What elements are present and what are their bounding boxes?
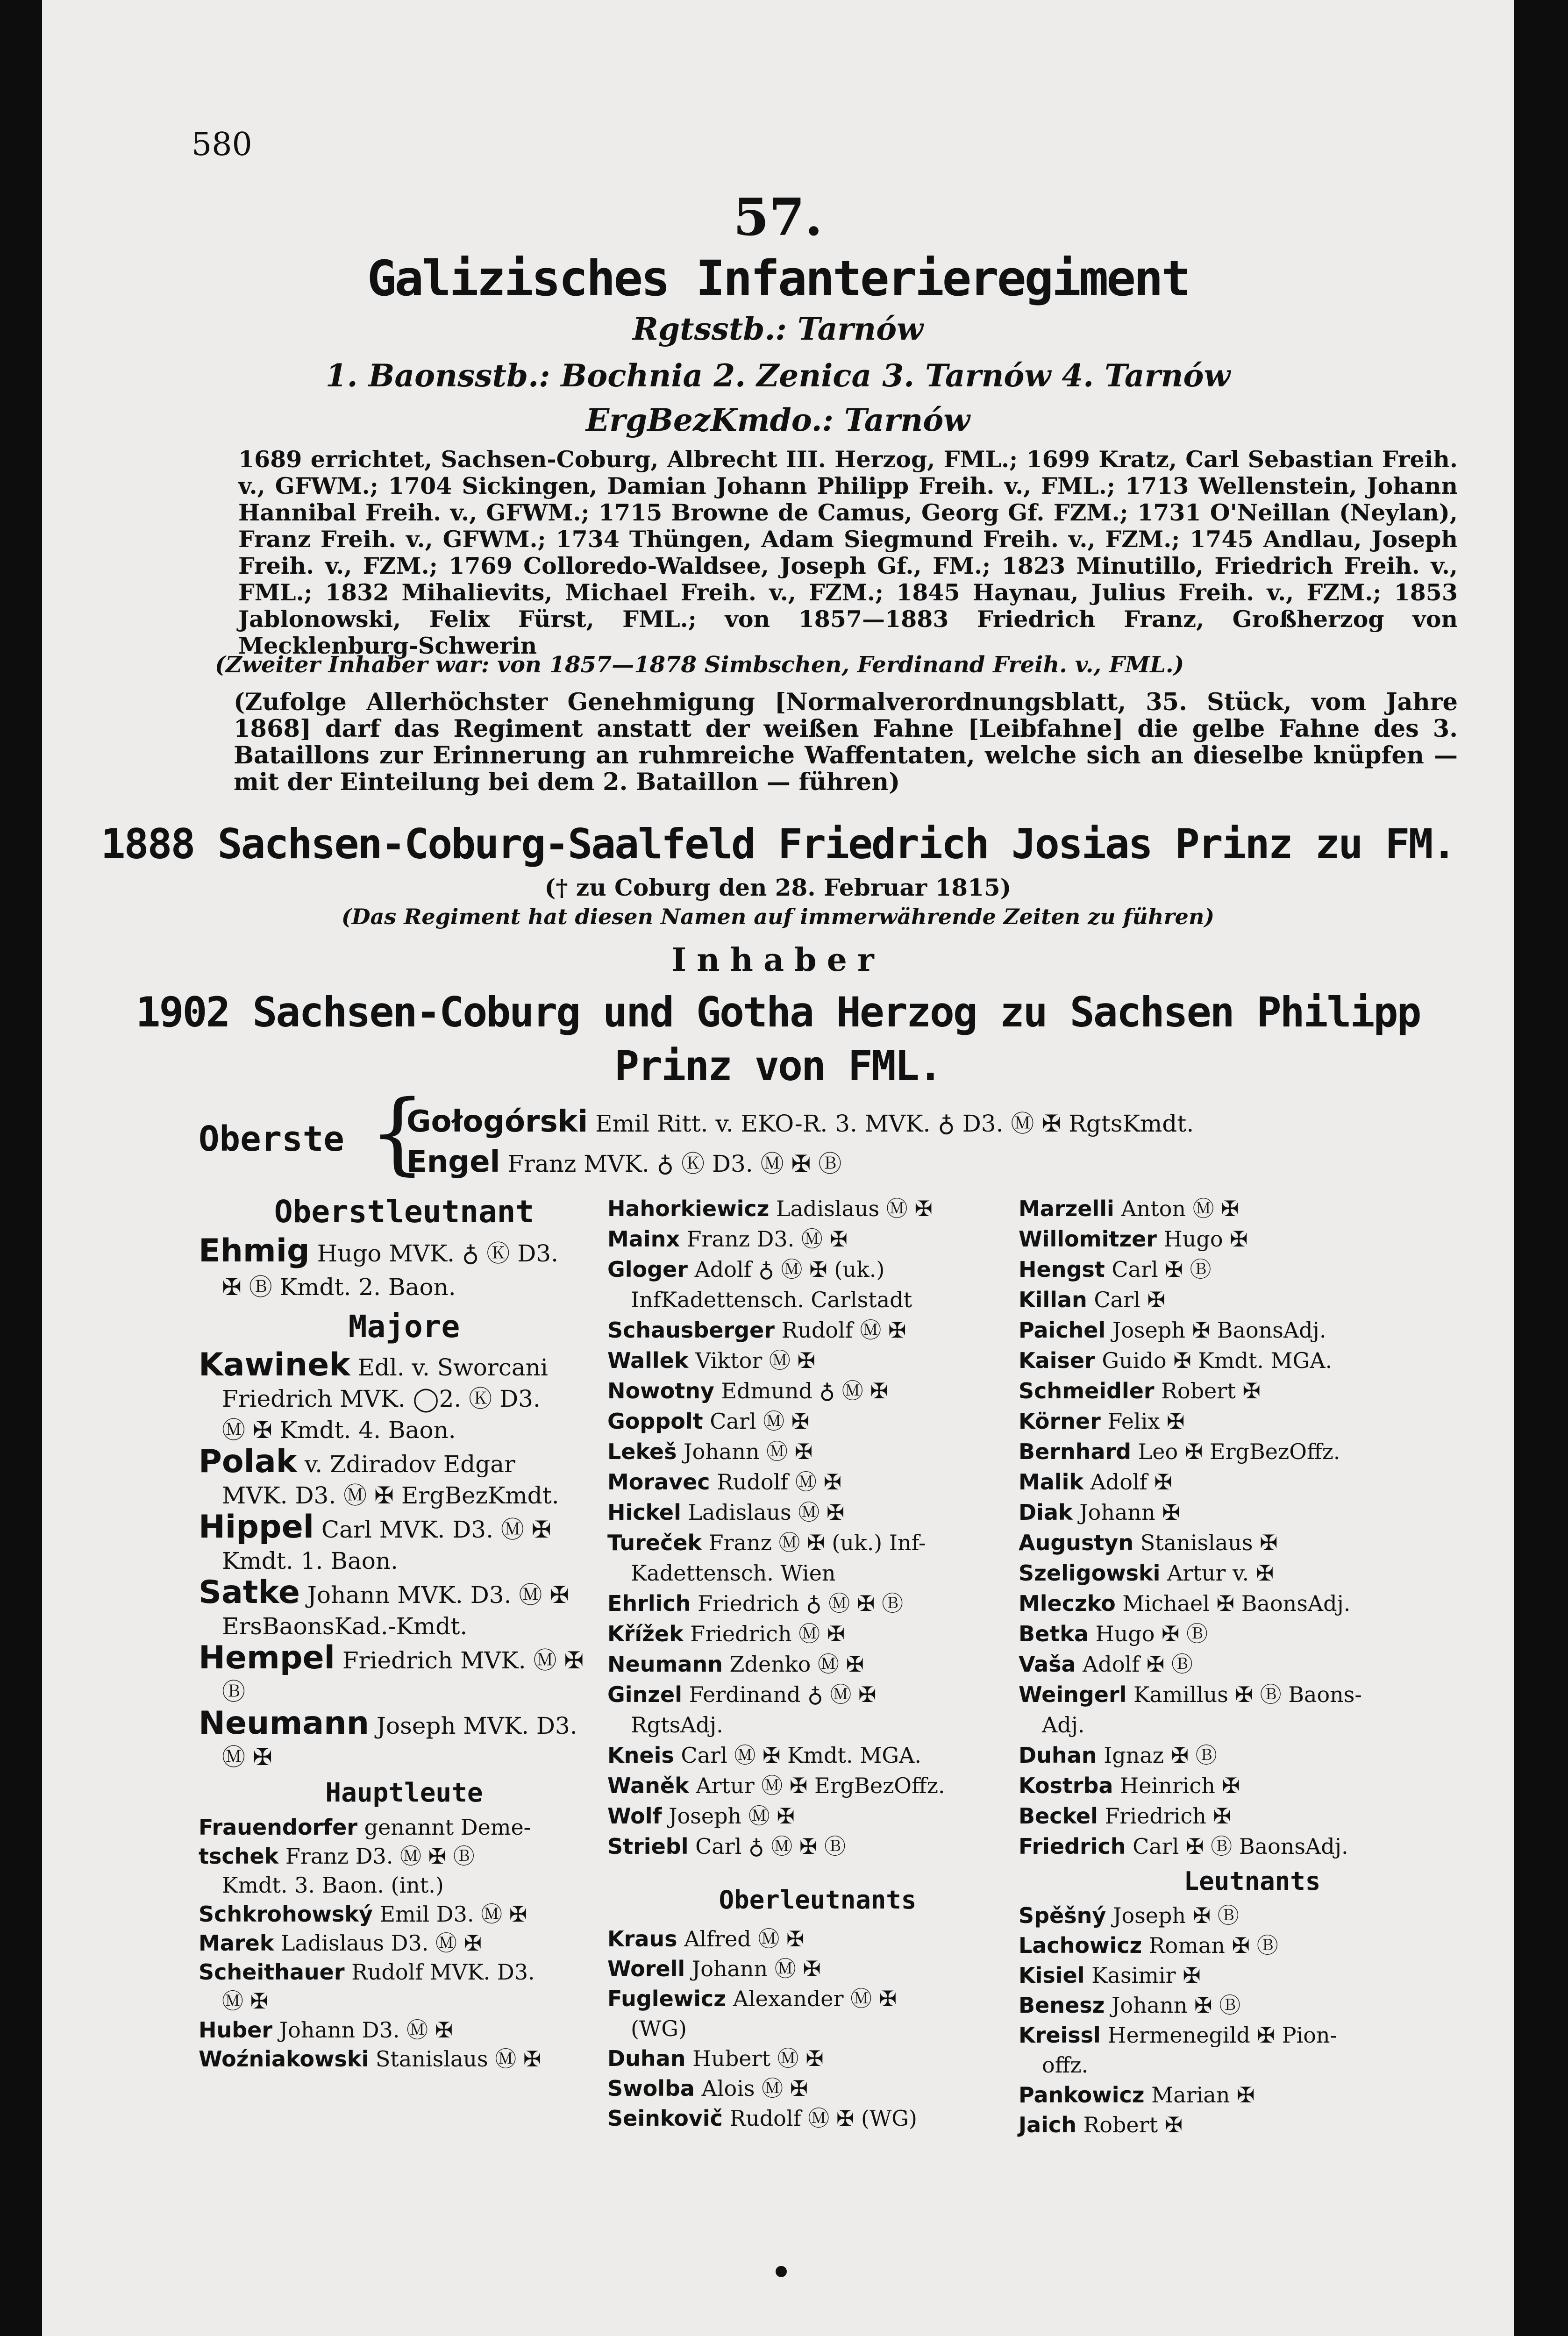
list-item: Worell Johann Ⓜ ✠ — [607, 1956, 821, 1981]
eternal-owner: 1888 Sachsen-Coburg-Saalfeld Friedrich Josias Prinz zu FM. — [100, 820, 1455, 868]
oberleutnants-list-2 — [1019, 1194, 1486, 1862]
list-item: Friedrich MVK. ◯2. Ⓚ D3. — [222, 1385, 541, 1412]
leutnants-list — [1019, 1901, 1486, 2140]
list-item: Woźniakowski Stanislaus Ⓜ ✠ — [199, 2046, 542, 2072]
hauptleute-list-2 — [607, 1194, 1028, 1862]
regiment-title: Galizisches Infanterieregiment — [367, 250, 1189, 307]
list-item: Ehmig Hugo MVK. ♁ Ⓚ D3. — [199, 1232, 558, 1269]
list-item: Duhan Hubert Ⓜ ✠ — [607, 2046, 824, 2071]
list-item: RgtsAdj. — [631, 1712, 723, 1738]
brace: { — [369, 1081, 426, 1184]
list-item: Schkrohowský Emil D3. Ⓜ ✠ — [199, 1902, 527, 1927]
list-item: Willomitzer Hugo ✠ — [1019, 1226, 1248, 1252]
list-item: Seinkovič Rudolf Ⓜ ✠ (WG) — [607, 2106, 917, 2131]
list-item: Polak v. Zdiradov Edgar — [199, 1443, 515, 1480]
list-item: Kmdt. 1. Baon. — [222, 1547, 399, 1574]
list-item: Křížek Friedrich Ⓜ ✠ — [607, 1621, 845, 1646]
list-item: Kadettensch. Wien — [631, 1560, 836, 1586]
list-item: Diak Johann ✠ — [1019, 1500, 1180, 1525]
list-item: Wallek Viktor Ⓜ ✠ — [607, 1348, 816, 1373]
list-item: Bernhard Leo ✠ ErgBezOffz. — [1019, 1439, 1340, 1464]
list-item: Kostrba Heinrich ✠ — [1019, 1773, 1240, 1798]
list-item: Scheithauer Rudolf MVK. D3. — [199, 1959, 535, 1985]
list-item: Duhan Ignaz ✠ Ⓑ — [1019, 1743, 1217, 1768]
second-owner-note: (Zweiter Inhaber war: von 1857—1878 Simbschen, Ferdinand Freih. v., FML.) — [215, 652, 1184, 678]
list-item: Lachowicz Roman ✠ Ⓑ — [1019, 1933, 1278, 1958]
list-item: Ⓜ ✠ — [222, 1988, 269, 2014]
oberleutnants-list-1 — [607, 1924, 1028, 2133]
list-item: Mleczko Michael ✠ BaonsAdj. — [1019, 1591, 1351, 1616]
list-item: Kneis Carl Ⓜ ✠ Kmdt. MGA. — [607, 1743, 921, 1768]
list-item: Malik Adolf ✠ — [1019, 1469, 1172, 1495]
list-item: Kawinek Edl. v. Sworcani — [199, 1346, 548, 1383]
column-1 — [199, 1194, 610, 2073]
list-item: Spěšný Joseph ✠ Ⓑ — [1019, 1903, 1239, 1928]
list-item: Satke Johann MVK. D3. Ⓜ ✠ — [199, 1574, 570, 1611]
list-item: Friedrich Carl ✠ Ⓑ BaonsAdj. — [1019, 1834, 1348, 1859]
list-item: Kaiser Guido ✠ Kmdt. MGA. — [1019, 1348, 1333, 1373]
list-item: Huber Johann D3. Ⓜ ✠ — [199, 2017, 453, 2043]
hauptleute-heading: Hauptleute — [325, 1778, 483, 1808]
flag-note: (Zufolge Allerhöchster Genehmigung [Normalverordnungsblatt, 35. Stück, vom Jahre 1868] darf das Regiment anstatt der weißen Fahne [Leibfahne] die gelbe Fahne des 3. Bataillons zur Erinnerung an ruhmreiche Waffentaten, welche sich an dieselbe knüpfen — mit der Einteilung bei dem 2. Bataillon — führen) — [234, 688, 1458, 796]
list-item: (WG) — [631, 2016, 687, 2041]
regiment-history: 1689 errichtet, Sachsen-Coburg, Albrecht III. Herzog, FML.; 1699 Kratz, Carl Sebastian Freih. v., GFWM.; 1704 Sickingen, Damian Johann Philipp Freih. v., FML.; 1713 Wellenstein, Johann Hannibal Freih. v., GFWM.; 1715 Browne de Camus, Georg Gf. FZM.; 1731 O'Neillan (Neylan), Franz Freih. v., GFWM.; 1734 Thüngen, Adam Siegmund Freih. v., FZM.; 1745 Andlau, Joseph Freih. v., FZM.; 1769 Colloredo-Waldsee, Joseph Gf., FM.; 1823 Minutillo, Friedrich Freih. v., FML.; 1832 Mihalievits, Michael Freih. v., FZM.; 1845 Haynau, Julius Freih. v., FZM.; 1853 Jablonowski, Felix Fürst, FML.; von 1857—1883 Friedrich Franz, Großherzog von Mecklenburg-Schwerin — [238, 446, 1458, 659]
oberste-list — [406, 1103, 1194, 1183]
oberste-entry: Engel Franz MVK. ♁ Ⓚ D3. Ⓜ ✠ Ⓑ — [406, 1145, 842, 1179]
list-item: Ⓑ — [222, 1678, 245, 1705]
owner-line-2: Prinz von FML. — [614, 1042, 941, 1090]
column-3 — [1019, 1194, 1486, 2140]
list-item: InfKadettensch. Carlstadt — [631, 1287, 912, 1312]
staff-line: Rgtsstb.: Tarnów — [633, 311, 923, 347]
list-item: Szeligowski Artur v. ✠ — [1019, 1560, 1274, 1586]
list-item: ErsBaonsKad.-Kmdt. — [222, 1613, 468, 1640]
majore-list — [199, 1346, 610, 1773]
list-item: Hahorkiewicz Ladislaus Ⓜ ✠ — [607, 1196, 933, 1221]
list-item: Kraus Alfred Ⓜ ✠ — [607, 1926, 805, 1951]
majore-heading: Majore — [348, 1309, 460, 1345]
list-item: offz. — [1042, 2052, 1089, 2078]
list-item: Körner Felix ✠ — [1019, 1409, 1185, 1434]
list-item: MVK. D3. Ⓜ ✠ ErgBezKmdt. — [222, 1482, 559, 1509]
list-item: Hickel Ladislaus Ⓜ ✠ — [607, 1500, 845, 1525]
list-item: Weingerl Kamillus ✠ Ⓑ Baons- — [1019, 1682, 1362, 1707]
owner-line-1: 1902 Sachsen-Coburg und Gotha Herzog zu Sachsen Philipp — [135, 988, 1420, 1036]
list-item: Jaich Robert ✠ — [1019, 2112, 1183, 2137]
list-item: Frauendorfer genannt Deme- — [199, 1815, 531, 1840]
list-item: Marzelli Anton Ⓜ ✠ — [1019, 1196, 1239, 1221]
list-item: Beckel Friedrich ✠ — [1019, 1803, 1232, 1829]
list-item: Schausberger Rudolf Ⓜ ✠ — [607, 1318, 906, 1343]
list-item: Swolba Alois Ⓜ ✠ — [607, 2076, 808, 2101]
list-item: Vaša Adolf ✠ Ⓑ — [1019, 1652, 1193, 1677]
list-item: Goppolt Carl Ⓜ ✠ — [607, 1409, 810, 1434]
list-item: Nowotny Edmund ♁ Ⓜ ✠ — [607, 1378, 888, 1403]
list-item: tschek Franz D3. Ⓜ ✠ Ⓑ — [199, 1844, 475, 1869]
list-item: Wolf Joseph Ⓜ ✠ — [607, 1803, 795, 1829]
list-item: Neumann Zdenko Ⓜ ✠ — [607, 1652, 864, 1677]
oberstleutnant-list — [199, 1234, 610, 1304]
list-item: Marek Ladislaus D3. Ⓜ ✠ — [199, 1930, 482, 1956]
leutnants-heading: Leutnants — [1183, 1866, 1321, 1896]
list-item: Ⓜ ✠ — [222, 1744, 272, 1771]
list-item: Schmeidler Robert ✠ — [1019, 1378, 1261, 1403]
list-item: Ⓜ ✠ Kmdt. 4. Baon. — [222, 1417, 456, 1444]
list-item: Pankowicz Marian ✠ — [1019, 2082, 1255, 2108]
page — [42, 0, 1514, 2336]
eternal-owner-death: († zu Coburg den 28. Februar 1815) — [544, 874, 1012, 901]
ink-dot — [776, 2266, 787, 2277]
list-item: Lekeš Johann Ⓜ ✠ — [607, 1439, 813, 1464]
list-item: Killan Carl ✠ — [1019, 1287, 1165, 1312]
list-item: Ehrlich Friedrich ♁ Ⓜ ✠ Ⓑ — [607, 1591, 904, 1616]
list-item: Kreissl Hermenegild ✠ Pion- — [1019, 2023, 1338, 2048]
page-number: 580 — [192, 126, 252, 163]
list-item: Fuglewicz Alexander Ⓜ ✠ — [607, 1986, 897, 2011]
column-2 — [607, 1194, 1028, 2133]
list-item: Neumann Joseph MVK. D3. — [199, 1705, 577, 1742]
list-item: Moravec Rudolf Ⓜ ✠ — [607, 1469, 842, 1495]
list-item: Kisiel Kasimir ✠ — [1019, 1963, 1201, 1988]
list-item: Mainx Franz D3. Ⓜ ✠ — [607, 1226, 848, 1252]
list-item: Betka Hugo ✠ Ⓑ — [1019, 1621, 1208, 1646]
list-item: Gloger Adolf ♁ Ⓜ ✠ (uk.) — [607, 1257, 885, 1282]
eternal-owner-note: (Das Regiment hat diesen Namen auf immerwährende Zeiten zu führen) — [341, 904, 1215, 929]
oberste-entry: Gołogórski Emil Ritt. v. EKO-R. 3. MVK. ♁ D3. Ⓜ ✠ RgtsKmdt. — [406, 1104, 1194, 1139]
hauptleute-list-1 — [199, 1813, 610, 2073]
list-item: Ginzel Ferdinand ♁ Ⓜ ✠ — [607, 1682, 877, 1707]
list-item: Hengst Carl ✠ Ⓑ — [1019, 1257, 1212, 1282]
list-item: Hippel Carl MVK. D3. Ⓜ ✠ — [199, 1509, 551, 1545]
inhaber-label: Inhaber — [671, 941, 884, 979]
oberste-label: Oberste — [199, 1119, 344, 1159]
list-item: Benesz Johann ✠ Ⓑ — [1019, 1993, 1241, 2018]
list-item: Paichel Joseph ✠ BaonsAdj. — [1019, 1318, 1326, 1343]
list-item: Striebl Carl ♁ Ⓜ ✠ Ⓑ — [607, 1834, 846, 1859]
reserve-command-line: ErgBezKmdo.: Tarnów — [585, 402, 970, 438]
list-item: Augustyn Stanislaus ✠ — [1019, 1530, 1278, 1555]
list-item: Adj. — [1042, 1712, 1085, 1738]
oberstleutnant-heading: Oberstleutnant — [274, 1194, 535, 1230]
list-item: Kmdt. 3. Baon. (int.) — [222, 1873, 444, 1898]
list-item: ✠ Ⓑ Kmdt. 2. Baon. — [222, 1274, 456, 1301]
list-item: Waněk Artur Ⓜ ✠ ErgBezOffz. — [607, 1773, 945, 1798]
list-item: Hempel Friedrich MVK. Ⓜ ✠ — [199, 1639, 584, 1676]
regiment-number: 57. — [733, 187, 823, 247]
battalions-line: 1. Baonsstb.: Bochnia 2. Zenica 3. Tarnów 4. Tarnów — [325, 357, 1231, 394]
list-item: Tureček Franz Ⓜ ✠ (uk.) Inf- — [607, 1530, 926, 1555]
oberleutnants-heading: Oberleutnants — [719, 1885, 917, 1915]
